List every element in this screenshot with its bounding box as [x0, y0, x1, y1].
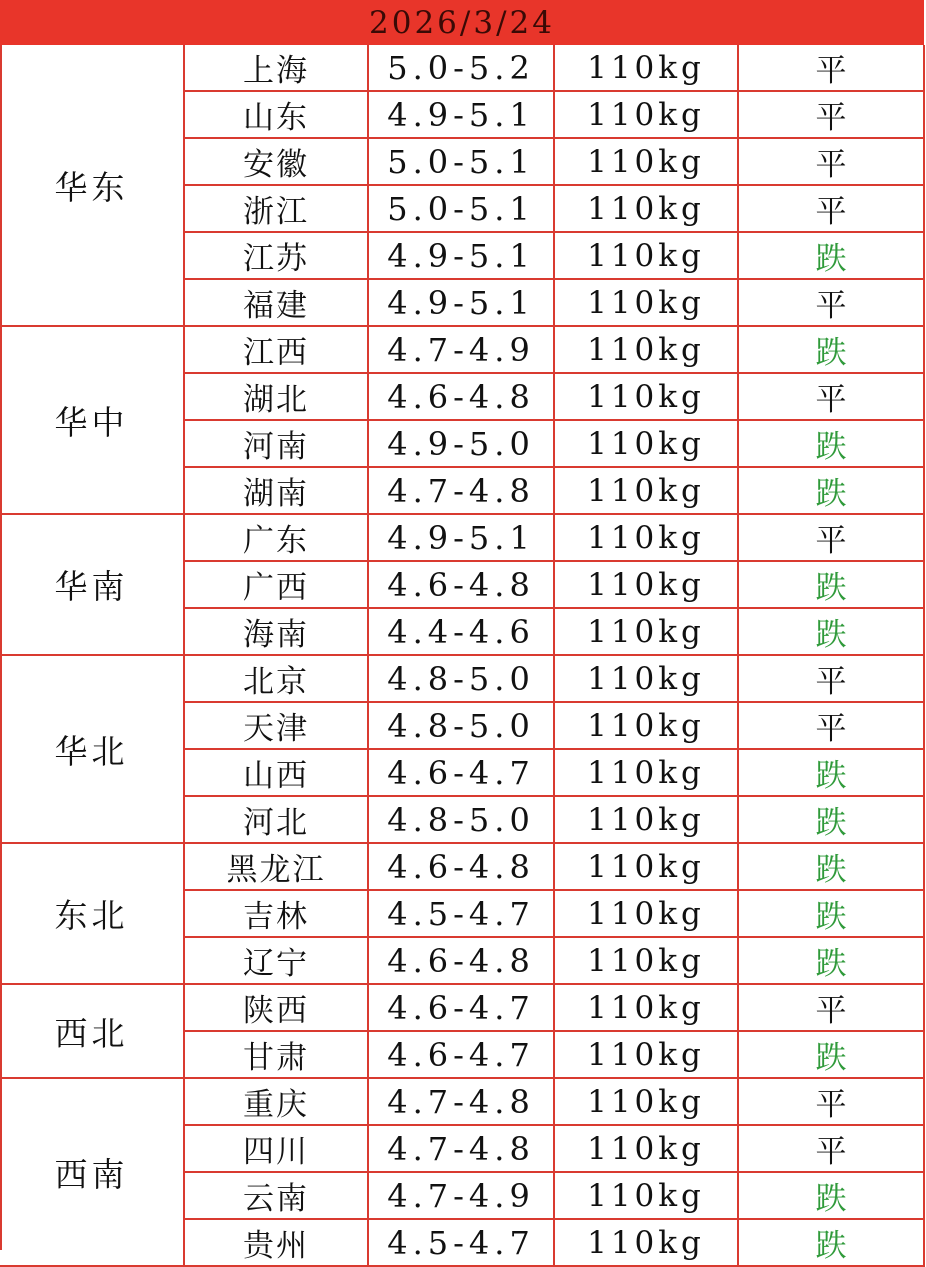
table-row: [0, 843, 924, 890]
province-cell: 重庆: [184, 1078, 368, 1125]
weight-cell: 110kg: [554, 1172, 738, 1219]
region-cell: 西北: [0, 984, 184, 1078]
province-cell: 山东: [184, 91, 368, 138]
date-header: [0, 0, 924, 45]
weight-cell: 110kg: [554, 420, 738, 467]
table-body: [0, 45, 924, 1266]
price-range-cell: 4.7-4.8: [368, 1078, 554, 1125]
province-cell: 广西: [184, 561, 368, 608]
weight-cell: 110kg: [554, 937, 738, 984]
weight-cell: 110kg: [554, 749, 738, 796]
price-range-cell: 4.9-5.1: [368, 91, 554, 138]
weight-cell: 110kg: [554, 467, 738, 514]
date-title: 2026/3/24: [369, 4, 555, 41]
trend-cell: 跌: [738, 608, 924, 655]
trend-cell: 跌: [738, 890, 924, 937]
trend-cell: 跌: [738, 1172, 924, 1219]
price-range-cell: 4.6-4.8: [368, 937, 554, 984]
trend-cell: 跌: [738, 1031, 924, 1078]
price-range-cell: 4.9-5.0: [368, 420, 554, 467]
trend-cell: 平: [738, 702, 924, 749]
trend-cell: 跌: [738, 467, 924, 514]
price-range-cell: 5.0-5.2: [368, 45, 554, 91]
province-cell: 贵州: [184, 1219, 368, 1266]
trend-cell: 跌: [738, 326, 924, 373]
province-cell: 浙江: [184, 185, 368, 232]
province-cell: 福建: [184, 279, 368, 326]
price-range-cell: 4.9-5.1: [368, 232, 554, 279]
trend-cell: 跌: [738, 420, 924, 467]
price-range-cell: 5.0-5.1: [368, 185, 554, 232]
province-cell: 上海: [184, 45, 368, 91]
province-cell: 天津: [184, 702, 368, 749]
price-range-cell: 4.6-4.8: [368, 843, 554, 890]
weight-cell: 110kg: [554, 702, 738, 749]
province-cell: 四川: [184, 1125, 368, 1172]
trend-cell: 跌: [738, 843, 924, 890]
table-row: [0, 655, 924, 702]
weight-cell: 110kg: [554, 655, 738, 702]
weight-cell: 110kg: [554, 185, 738, 232]
weight-cell: 110kg: [554, 796, 738, 843]
province-cell: 吉林: [184, 890, 368, 937]
trend-cell: 平: [738, 984, 924, 1031]
price-range-cell: 4.5-4.7: [368, 1219, 554, 1266]
weight-cell: 110kg: [554, 890, 738, 937]
region-cell: 华南: [0, 514, 184, 655]
price-table: [0, 45, 925, 1267]
weight-cell: 110kg: [554, 561, 738, 608]
weight-cell: 110kg: [554, 1125, 738, 1172]
trend-cell: 跌: [738, 1219, 924, 1266]
region-cell: 西南: [0, 1078, 184, 1266]
trend-cell: 跌: [738, 796, 924, 843]
province-cell: 江西: [184, 326, 368, 373]
region-cell: 东北: [0, 843, 184, 984]
price-range-cell: 4.8-5.0: [368, 796, 554, 843]
weight-cell: 110kg: [554, 91, 738, 138]
weight-cell: 110kg: [554, 1031, 738, 1078]
weight-cell: 110kg: [554, 326, 738, 373]
table-row: [0, 514, 924, 561]
weight-cell: 110kg: [554, 608, 738, 655]
trend-cell: 平: [738, 138, 924, 185]
trend-cell: 平: [738, 279, 924, 326]
price-range-cell: 4.6-4.7: [368, 984, 554, 1031]
province-cell: 湖北: [184, 373, 368, 420]
table-row: [0, 45, 924, 91]
price-range-cell: 4.4-4.6: [368, 608, 554, 655]
price-range-cell: 5.0-5.1: [368, 138, 554, 185]
trend-cell: 平: [738, 91, 924, 138]
weight-cell: 110kg: [554, 843, 738, 890]
region-cell: 华中: [0, 326, 184, 514]
weight-cell: 110kg: [554, 1219, 738, 1266]
trend-cell: 跌: [738, 937, 924, 984]
price-range-cell: 4.6-4.7: [368, 1031, 554, 1078]
province-cell: 湖南: [184, 467, 368, 514]
trend-cell: 平: [738, 1078, 924, 1125]
province-cell: 辽宁: [184, 937, 368, 984]
province-cell: 北京: [184, 655, 368, 702]
price-range-cell: 4.6-4.8: [368, 561, 554, 608]
weight-cell: 110kg: [554, 1078, 738, 1125]
price-range-cell: 4.9-5.1: [368, 514, 554, 561]
table-row: [0, 326, 924, 373]
trend-cell: 平: [738, 373, 924, 420]
weight-cell: 110kg: [554, 984, 738, 1031]
province-cell: 甘肃: [184, 1031, 368, 1078]
price-range-cell: 4.7-4.8: [368, 1125, 554, 1172]
weight-cell: 110kg: [554, 45, 738, 91]
weight-cell: 110kg: [554, 138, 738, 185]
table-row: [0, 1078, 924, 1125]
price-range-cell: 4.7-4.9: [368, 1172, 554, 1219]
price-range-cell: 4.7-4.8: [368, 467, 554, 514]
province-cell: 安徽: [184, 138, 368, 185]
trend-cell: 平: [738, 655, 924, 702]
trend-cell: 平: [738, 514, 924, 561]
price-range-cell: 4.5-4.7: [368, 890, 554, 937]
region-cell: 华北: [0, 655, 184, 843]
price-range-cell: 4.9-5.1: [368, 279, 554, 326]
trend-cell: 平: [738, 45, 924, 91]
trend-cell: 跌: [738, 561, 924, 608]
weight-cell: 110kg: [554, 232, 738, 279]
trend-cell: 平: [738, 1125, 924, 1172]
table-row: [0, 984, 924, 1031]
province-cell: 广东: [184, 514, 368, 561]
price-range-cell: 4.6-4.8: [368, 373, 554, 420]
region-cell: 华东: [0, 45, 184, 326]
province-cell: 陕西: [184, 984, 368, 1031]
price-range-cell: 4.7-4.9: [368, 326, 554, 373]
trend-cell: 平: [738, 185, 924, 232]
province-cell: 江苏: [184, 232, 368, 279]
weight-cell: 110kg: [554, 514, 738, 561]
province-cell: 海南: [184, 608, 368, 655]
price-range-cell: 4.6-4.7: [368, 749, 554, 796]
province-cell: 河北: [184, 796, 368, 843]
province-cell: 黑龙江: [184, 843, 368, 890]
price-range-cell: 4.8-5.0: [368, 702, 554, 749]
weight-cell: 110kg: [554, 279, 738, 326]
province-cell: 山西: [184, 749, 368, 796]
province-cell: 云南: [184, 1172, 368, 1219]
trend-cell: 跌: [738, 749, 924, 796]
trend-cell: 跌: [738, 232, 924, 279]
province-cell: 河南: [184, 420, 368, 467]
price-range-cell: 4.8-5.0: [368, 655, 554, 702]
weight-cell: 110kg: [554, 373, 738, 420]
